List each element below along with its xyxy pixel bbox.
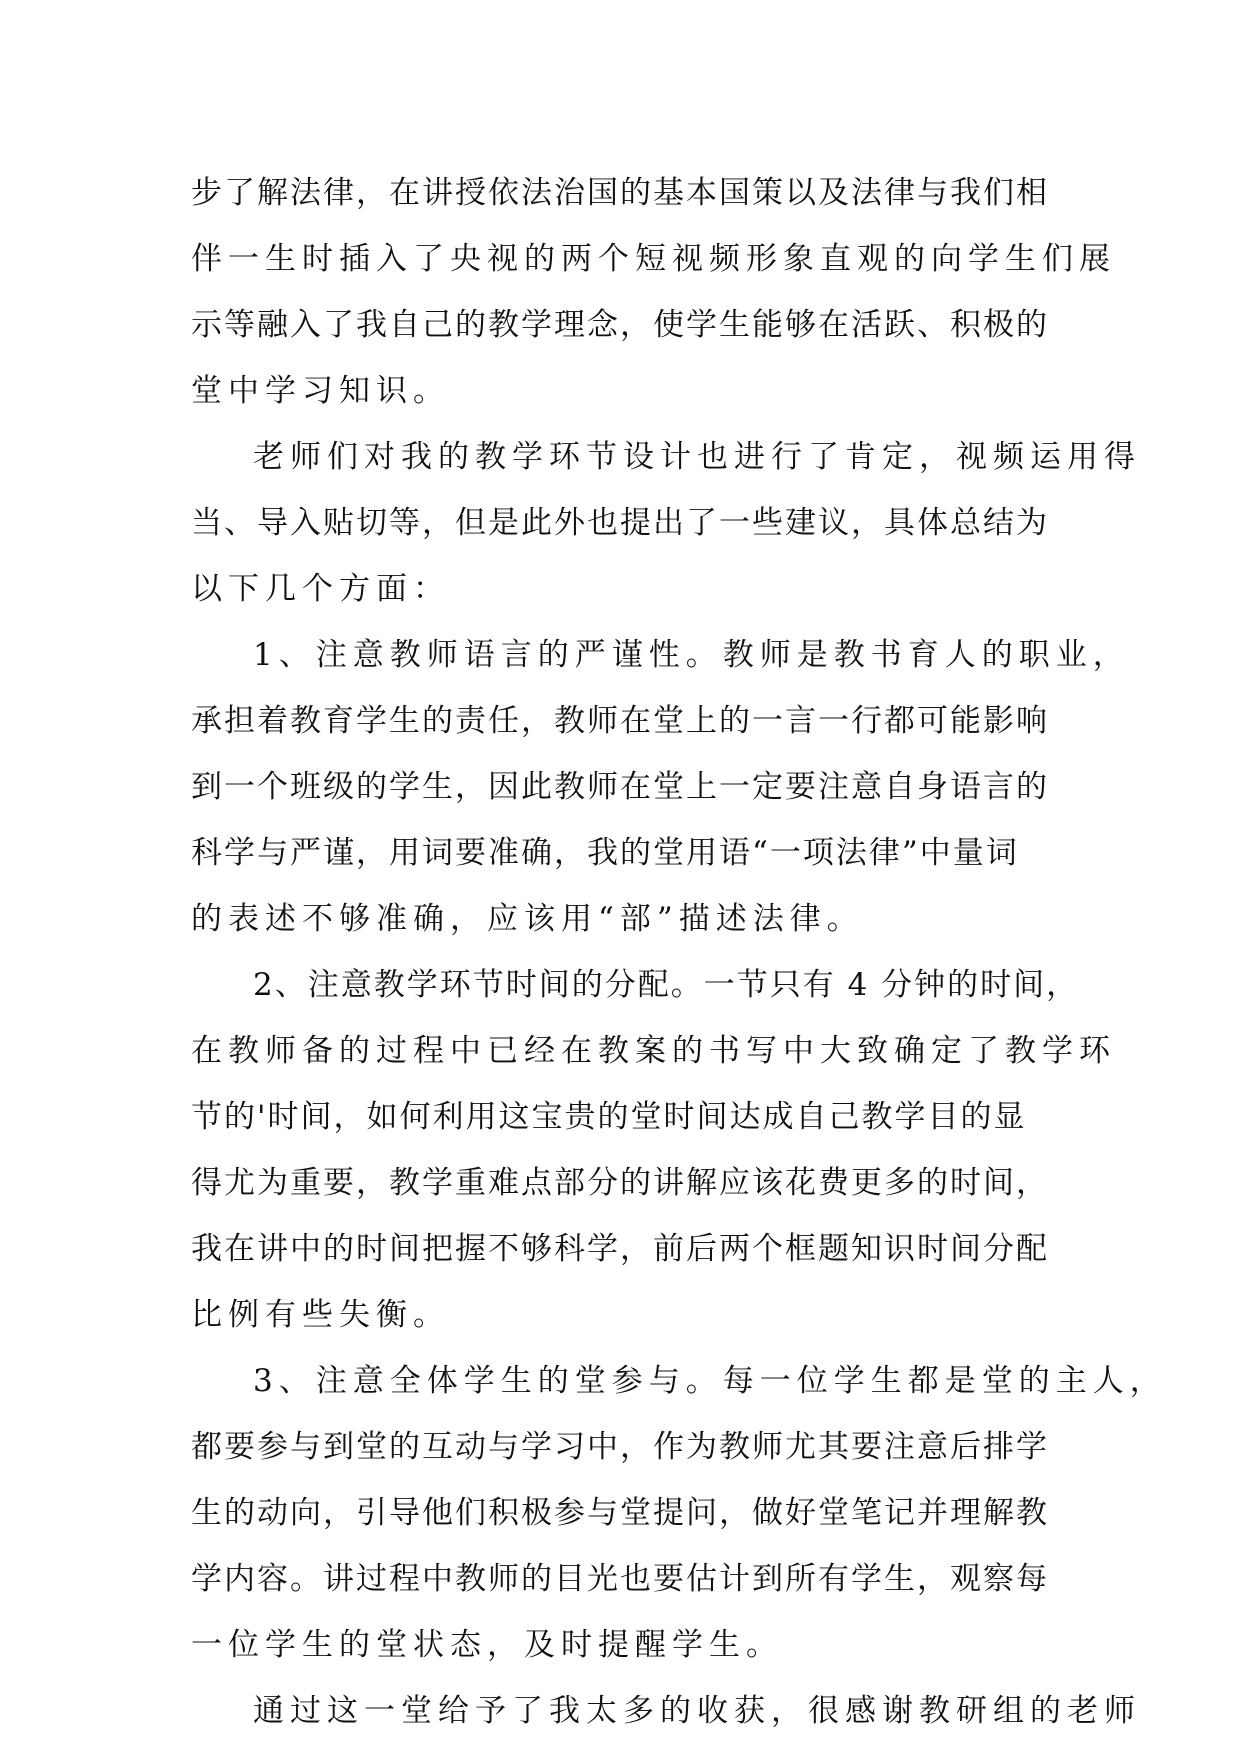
text-line: 示等融入了我自己的教学理念，使学生能够在活跃、积极的 xyxy=(191,307,1049,343)
text-line: 学内容。讲过程中教师的目光也要估计到所有学生，观察每 xyxy=(191,1561,1049,1597)
paragraph-start-line: 通过这一堂给予了我太多的收获，很感谢教研组的老师 xyxy=(253,1693,1141,1729)
text-line: 的表述不够准确，应该用“部”描述法律。 xyxy=(191,901,864,937)
text-line: 比例有些失衡。 xyxy=(191,1297,450,1333)
text-line: 步了解法律，在讲授依法治国的基本国策以及法律与我们相 xyxy=(191,175,1049,211)
list-item-2-start: 2、注意教学环节时间的分配。一节只有 4 分钟的时间， xyxy=(253,967,1080,1003)
text-line: 得尤为重要，教学重难点部分的讲解应该花费更多的时间， xyxy=(191,1165,1049,1201)
text-line: 堂中学习知识。 xyxy=(191,373,450,409)
text-line: 到一个班级的学生，因此教师在堂上一定要注意自身语言的 xyxy=(191,769,1049,805)
text-line: 在教师备的过程中已经在教案的书写中大致确定了教学环 xyxy=(191,1033,1116,1069)
text-line: 当、导入贴切等，但是此外也提出了一些建议，具体总结为 xyxy=(191,505,1049,541)
text-line: 生的动向，引导他们积极参与堂提问，做好堂笔记并理解教 xyxy=(191,1495,1049,1531)
list-item-3-start: 3、注意全体学生的堂参与。每一位学生都是堂的主人， xyxy=(253,1363,1167,1399)
paragraph-start-line: 老师们对我的教学环节设计也进行了肯定，视频运用得 xyxy=(253,439,1141,475)
text-line: 一位学生的堂状态，及时提醒学生。 xyxy=(191,1627,783,1663)
text-line: 科学与严谨，用词要准确，我的堂用语“一项法律”中量词 xyxy=(191,835,1019,871)
text-line: 节的'时间，如何利用这宝贵的堂时间达成自己教学目的显 xyxy=(191,1099,1027,1135)
text-line: 以下几个方面： xyxy=(191,571,450,607)
text-line: 都要参与到堂的互动与学习中，作为教师尤其要注意后排学 xyxy=(191,1429,1049,1465)
text-line: 承担着教育学生的责任，教师在堂上的一言一行都可能影响 xyxy=(191,703,1049,739)
text-line: 我在讲中的时间把握不够科学，前后两个框题知识时间分配 xyxy=(191,1231,1049,1267)
list-item-1-start: 1、注意教师语言的严谨性。教师是教书育人的职业， xyxy=(253,637,1130,673)
text-line: 伴一生时插入了央视的两个短视频形象直观的向学生们展 xyxy=(191,241,1116,277)
body-text xyxy=(191,160,1167,1744)
